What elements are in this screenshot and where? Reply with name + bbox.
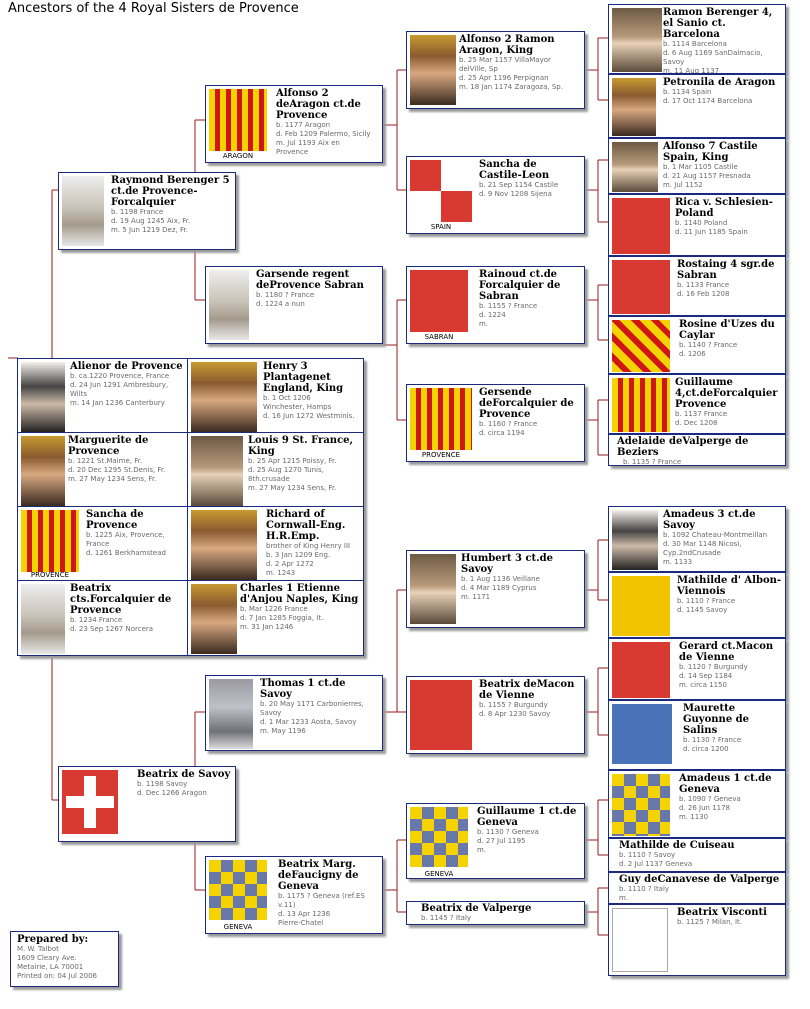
person-card-louis[interactable] [188, 433, 363, 507]
portrait-alienor [21, 362, 65, 432]
person-name: Guy deCanavese de Valperge [619, 874, 780, 885]
person-card-guy-canavese[interactable] [608, 872, 786, 904]
person-dates: b. 1160 ? France d. circa 1194 [479, 420, 538, 437]
person-name: Guillaume 1 ct.de Geneva [477, 806, 577, 828]
person-dates: b. 1110 ? Italy m. [619, 885, 670, 902]
person-name: Marguerite de Provence [68, 435, 149, 457]
person-card-gerard[interactable] [608, 638, 786, 700]
person-name: Gerard ct.Macon de Vienne [679, 641, 774, 663]
arms-spain [410, 160, 472, 222]
person-dates: b. 1137 France d. Dec 1208 [675, 410, 728, 427]
arms-albon [612, 576, 670, 636]
person-dates: b. 1175 ? Geneva (ref.ES v.11) d. 13 Apr 1236 Pierre-Chatel [278, 892, 365, 927]
person-dates: b. 1177 Aragon d. Feb 1209 Palermo, Sicily m. Jul 1193 Aix en Provence [276, 121, 371, 156]
arms-caption: ARAGON [222, 152, 254, 160]
person-name: Raymond Berenger 5 ct.de Provence-Forcalquier [111, 175, 230, 208]
person-name: Henry 3 Plantagenet England, King [263, 361, 344, 394]
portrait-louis [191, 436, 243, 506]
person-dates: b. 1120 ? Burgundy d. 14 Sep 1184 m. circa 1150 [679, 663, 748, 689]
person-dates: b. 1130 ? France d. circa 1200 [683, 736, 742, 753]
arms-sabran [612, 260, 670, 314]
person-card-beatrix-macon[interactable] [406, 676, 585, 754]
person-card-humbert[interactable] [406, 550, 585, 628]
person-name: Mathilde de Cuiseau [619, 840, 735, 851]
person-card-mathilde-cuiseau[interactable] [608, 838, 786, 872]
person-name: Alfonso 2 Ramon Aragon, King [459, 34, 555, 56]
person-name: Beatrix deMacon de Vienne [479, 679, 575, 701]
person-dates: b. 1090 ? Geneva d. 26 Jun 1178 m. 1130 [679, 795, 741, 821]
portrait-humbert [410, 554, 456, 624]
person-dates: b. 1110 ? France d. 1145 Savoy [677, 597, 736, 614]
person-dates: b. 1198 France d. 19 Aug 1245 Aix, Fr. m. 5 Jun 1219 Dez, Fr. [111, 208, 191, 234]
arms-aragon [209, 89, 267, 151]
person-dates: b. 1 Aug 1136 Veillane d. 4 Mar 1189 Cyprus m. 1171 [461, 575, 540, 601]
prepared-lines: M. W. Talbot 1609 Cleary Ave. Metairie, LA 70001 Printed on: 04 Jul 2006 [17, 945, 97, 980]
person-card-richard[interactable] [188, 507, 363, 581]
person-dates: b. 1221 St.Maime, Fr. d. 20 Dec 1295 St.Denis, Fr. m. 27 May 1234 Sens, Fr. [68, 457, 166, 483]
person-card-beatrix-provence[interactable] [18, 581, 188, 655]
arms-macon [410, 680, 472, 750]
arms-savoy [62, 770, 118, 834]
portrait-alfonso7 [612, 142, 658, 192]
person-dates: b. 1155 ? Burgundy d. 8 Apr 1230 Savoy [479, 701, 551, 718]
person-card-alfonso-ramon[interactable] [406, 31, 585, 109]
person-card-gersende[interactable] [406, 384, 585, 462]
person-card-alienor[interactable] [18, 359, 188, 433]
arms-uzes [612, 320, 670, 372]
arms-geneva [209, 860, 267, 920]
person-name: Ramon Berenger 4, el Sanio ct. Barcelona [663, 7, 773, 40]
person-name: Alienor de Provence [70, 361, 183, 372]
person-name: Petronila de Aragon [663, 77, 776, 88]
portrait-petronila [612, 78, 656, 136]
person-name: Amadeus 1 ct.de Geneva [679, 773, 772, 795]
person-name: Louis 9 St. France, King [248, 435, 353, 457]
person-name: Amadeus 3 ct.de Savoy [663, 509, 756, 531]
person-name: Beatrix de Valperge [421, 903, 532, 914]
person-dates: b. 1234 France d. 23 Sep 1267 Norcera [70, 616, 154, 633]
arms-geneva [612, 774, 670, 836]
person-dates: b. 1155 ? France d. 1224 m. [479, 302, 538, 328]
portrait-alfonso-ramon [410, 35, 456, 105]
person-dates: b. 1135 ? France [623, 458, 682, 466]
arms-salins [612, 704, 672, 764]
person-name: Humbert 3 ct.de Savoy [461, 553, 554, 575]
person-dates: b. 1114 Barcelona d. 6 Aug 1169 SanDalmacio, Savoy m. 11 Aug 1137 [663, 40, 763, 74]
person-card-sancha[interactable] [18, 507, 188, 581]
person-card-ramon-berenger4[interactable] [608, 4, 786, 74]
person-card-mathilde-albon[interactable] [608, 572, 786, 638]
person-name: Thomas 1 ct.de Savoy [260, 678, 346, 700]
person-dates: b. 1 Oct 1206 Winchester, Hamps d. 16 Jun 1272 Westminis. [263, 394, 355, 420]
person-card-henry[interactable] [188, 359, 363, 433]
person-name: Mathilde d' Albon-Viennois [677, 575, 782, 597]
person-name: Alfonso 7 Castile Spain, King [663, 141, 758, 163]
person-name: Sancha de Castile-Leon [479, 159, 550, 181]
person-dates: b. 1134 Spain d. 17 Oct 1174 Barcelona [663, 88, 753, 105]
portrait-thomas [209, 679, 253, 749]
person-card-rosine[interactable] [608, 316, 786, 374]
portrait-beatrix-provence [21, 584, 65, 654]
arms-caption: SABRAN [424, 333, 454, 341]
person-name: Adelaide deValperge de Beziers [617, 436, 749, 458]
arms-caption: GENEVA [223, 923, 253, 931]
person-name: Rainoud ct.de Forcalquier de Sabran [479, 269, 561, 302]
arms-caption: PROVENCE [421, 451, 461, 459]
person-card-rostaing[interactable] [608, 256, 786, 316]
person-dates: b. 1225 Aix, Provence, France d. 1261 Berkhamstead [86, 531, 166, 557]
person-card-alfonso7[interactable] [608, 138, 786, 194]
arms-sabran [410, 270, 468, 332]
person-dates: b. ca.1220 Provence, France d. 24 Jun 1291 Ambresbury, Wilts m. 14 Jan 1236 Canterbury [70, 372, 170, 407]
person-card-amadeus3[interactable] [608, 506, 786, 572]
person-card-rainoud[interactable] [406, 266, 585, 344]
person-card-charles[interactable] [188, 581, 363, 655]
person-dates: b. 1130 ? Geneva d. 27 Jul 1195 m. [477, 828, 539, 854]
person-card-sancha-castile[interactable] [406, 156, 585, 234]
person-name: Beatrix de Savoy [137, 769, 231, 780]
person-dates: b. 1198 Savoy d. Dec 1266 Aragon [137, 780, 207, 797]
portrait-ramon-berenger4 [612, 8, 662, 72]
portrait-richard [191, 510, 257, 580]
person-dates: b. 20 May 1171 Carbonierres, Savoy d. 1 Mar 1233 Aosta, Savoy m. May 1196 [260, 700, 364, 735]
arms-geneva [410, 807, 468, 867]
person-name: Gersende deForcalquier de Provence [479, 387, 574, 420]
person-dates: b. 1125 ? Milan, It. [677, 918, 743, 926]
person-name: Sancha de Provence [86, 509, 144, 531]
person-name: Charles 1 Etienne d'Anjou Naples, King [240, 583, 359, 605]
person-dates: b. 1 Mar 1105 Castile d. 21 Aug 1157 Fresnada m. Jul 1152 [663, 163, 751, 189]
arms-caption: SPAIN [430, 223, 452, 231]
arms-macon [612, 642, 670, 698]
arms-poland [612, 198, 670, 254]
person-dates: b. 1110 ? Savoy d. 2 Jul 1137 Geneva [619, 851, 693, 868]
person-card-guillaume4[interactable] [608, 374, 786, 434]
person-name: Beatrix Marg. deFaucigny de Geneva [278, 859, 359, 892]
person-name: Richard of Cornwall-Eng. H.R.Emp. [266, 509, 346, 542]
person-name: Alfonso 2 deAragon ct.de Provence [276, 88, 361, 121]
portrait-amadeus3 [612, 510, 658, 570]
person-dates: b. 21 Sep 1154 Castile d. 9 Nov 1208 Sijena [479, 181, 559, 198]
person-card-guillaume1[interactable] [406, 803, 585, 879]
arms-caption: PROVENCE [30, 571, 70, 579]
person-dates: brother of King Henry III b. 3 Jan 1209 Eng. d. 2 Apr 1272 m. 1243 [266, 542, 351, 577]
person-card-alfonso2[interactable] [205, 85, 383, 163]
person-card-beatrix-visconti[interactable] [608, 904, 786, 976]
person-name: Garsende regent deProvence Sabran [256, 269, 364, 291]
person-dates: b. 25 Apr 1215 Poissy, Fr. d. 25 Aug 1270 Tunis, 8th.crusade m. 27 May 1234 Sens, Fr. [248, 457, 337, 492]
person-card-beatrix-valperge[interactable] [406, 901, 585, 925]
person-name: Maurette Guyonne de Salins [683, 703, 750, 736]
person-card-beatrix-faucigny[interactable] [205, 856, 383, 934]
arms-visconti [612, 908, 668, 972]
person-card-adelaide[interactable] [608, 434, 786, 466]
arms-provence [21, 510, 79, 572]
person-name: Beatrix cts.Forcalquier de Provence [70, 583, 172, 616]
person-card-marguerite[interactable] [18, 433, 188, 507]
arms-provence [612, 378, 670, 432]
person-name: Rica v. Schlesien-Poland [675, 197, 773, 219]
person-dates: b. 1145 ? Italy [421, 914, 472, 922]
portrait-garsende [209, 270, 249, 340]
person-dates: b. Mar 1226 France d. 7 Jan 1285 Foggia, It. m. 31 Jan 1246 [240, 605, 324, 631]
portrait-charles [191, 584, 237, 654]
person-dates: b. 1180 ? France d. 1224 a nun [256, 291, 315, 308]
chart-title: Ancestors of the 4 Royal Sisters de Provence [8, 1, 299, 16]
person-card-petronila[interactable] [608, 74, 786, 138]
person-name: Guillaume 4,ct.deForcalquier Provence [675, 377, 778, 410]
portrait-marguerite [21, 436, 65, 506]
person-dates: b. 1140 ? France d. 1206 [679, 341, 738, 358]
person-card-rica[interactable] [608, 194, 786, 256]
person-card-amadeus1[interactable] [608, 770, 786, 838]
portrait-raymond [62, 176, 104, 246]
person-card-beatrix-savoy[interactable] [58, 766, 236, 842]
person-dates: b. 1092 Chateau-Montmeillan d. 30 Mar 1148 Nicosi, Cyp.2ndCrusade m. 1133 [663, 531, 768, 566]
arms-caption: GENEVA [424, 870, 454, 878]
person-card-raymond[interactable] [58, 172, 236, 250]
portrait-henry [191, 362, 257, 432]
person-dates: b. 25 Mar 1157 VillaMayor delVille, Sp d. 25 Apr 1196 Perpignan m. 18 Jan 1174 Zaragoza, Sp. [459, 56, 563, 91]
person-dates: b. 1133 France d. 16 Feb 1208 [677, 281, 730, 298]
person-card-thomas[interactable] [205, 675, 383, 751]
person-card-maurette[interactable] [608, 700, 786, 770]
person-name: Rostaing 4 sgr.de Sabran [677, 259, 775, 281]
person-dates: b. 1140 Poland d. 11 Jun 1185 Spain [675, 219, 748, 236]
person-name: Rosine d'Uzes du Caylar [679, 319, 775, 341]
person-card-garsende[interactable] [205, 266, 383, 344]
prepared-heading: Prepared by: [17, 934, 89, 945]
arms-provence [410, 388, 472, 450]
prepared-by-box [10, 931, 119, 987]
person-name: Beatrix Visconti [677, 907, 767, 918]
